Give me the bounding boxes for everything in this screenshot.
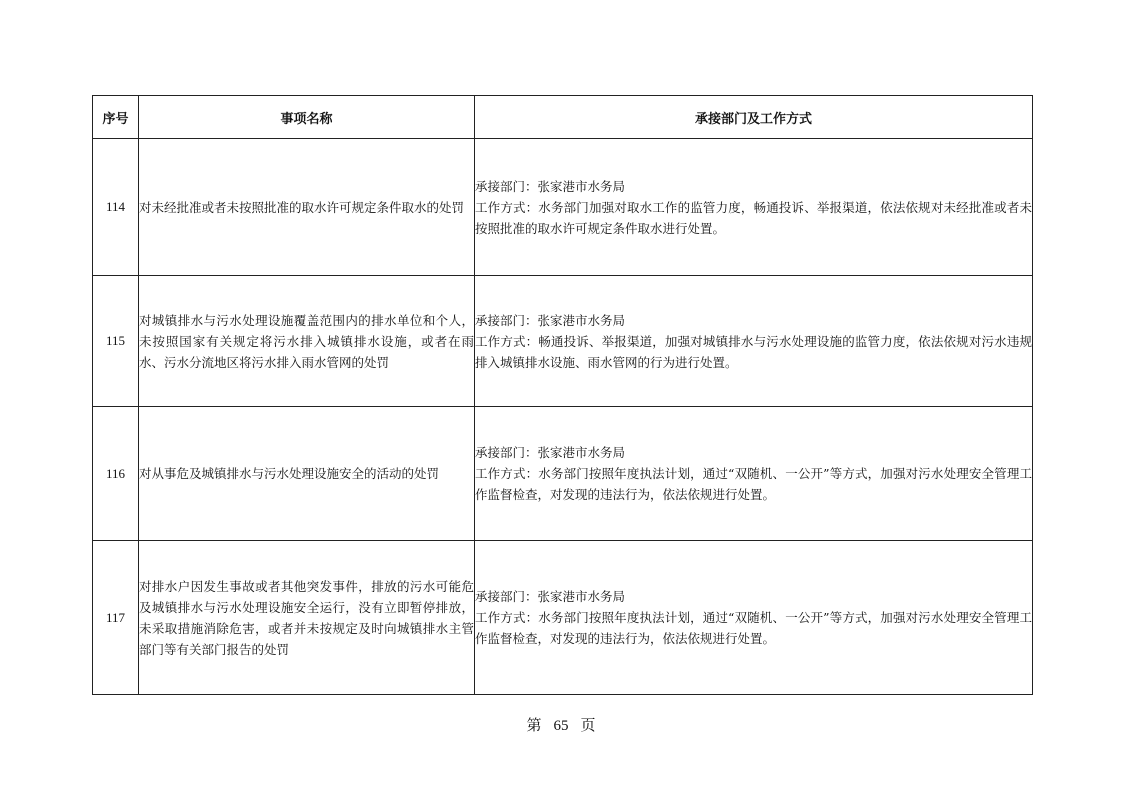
row-department: 承接部门：张家港市水务局	[475, 589, 626, 604]
row-item-name: 对未经批准或者未按照批准的取水许可规定条件取水的处罚	[139, 139, 475, 276]
row-seq: 114	[93, 139, 139, 276]
row-method-cell	[475, 139, 1033, 276]
header-method: 承接部门及工作方式	[475, 96, 1033, 139]
row-seq: 115	[93, 276, 139, 407]
row-item-name: 对排水户因发生事故或者其他突发事件，排放的污水可能危及城镇排水与污水处理设施安全运行，没有立即暂停排放，未采取措施消除危害，或者并未按规定及时向城镇排水主管部门等有关部门报告的处罚	[139, 541, 475, 695]
row-work-method: 工作方式：畅通投诉、举报渠道，加强对城镇排水与污水处理设施的监管力度，依法依规对污水违规排入城镇排水设施、雨水管网的行为进行处置。	[475, 333, 1032, 370]
row-work-method: 工作方式：水务部门加强对取水工作的监管力度，畅通投诉、举报渠道，依法依规对未经批准或者未按照批准的取水许可规定条件取水进行处置。	[475, 199, 1032, 236]
row-seq: 116	[93, 407, 139, 541]
row-department: 承接部门：张家港市水务局	[475, 178, 626, 194]
row-method-cell	[475, 276, 1033, 407]
row-department: 承接部门：张家港市水务局	[475, 312, 626, 328]
page-prefix: 第	[526, 718, 542, 734]
row-department: 承接部门：张家港市水务局	[475, 445, 626, 460]
page-suffix: 页	[580, 718, 596, 734]
row-work-method: 工作方式：水务部门按照年度执法计划，通过“双随机、一公开”等方式，加强对污水处理安全管理工作监督检查，对发现的违法行为，依法依规进行处置。	[475, 610, 1032, 646]
row-item-name: 对从事危及城镇排水与污水处理设施安全的活动的处罚	[139, 407, 475, 541]
table-row	[93, 407, 1033, 541]
items-table	[92, 95, 1033, 695]
row-method-cell	[475, 541, 1033, 695]
table-row	[93, 139, 1033, 276]
table-header-row	[93, 96, 1033, 139]
table-row	[93, 541, 1033, 695]
header-name: 事项名称	[139, 96, 475, 139]
table-row	[93, 276, 1033, 407]
header-seq: 序号	[93, 96, 139, 139]
row-method-cell	[475, 407, 1033, 541]
row-seq: 117	[93, 541, 139, 695]
row-item-name: 对城镇排水与污水处理设施覆盖范围内的排水单位和个人，未按照国家有关规定将污水排入城镇排水设施，或者在雨水、污水分流地区将污水排入雨水管网的处罚	[139, 276, 475, 407]
page-footer	[0, 714, 1122, 735]
page-number: 65	[553, 718, 569, 734]
row-work-method: 工作方式：水务部门按照年度执法计划，通过“双随机、一公开”等方式，加强对污水处理安全管理工作监督检查，对发现的违法行为，依法依规进行处置。	[475, 466, 1032, 502]
